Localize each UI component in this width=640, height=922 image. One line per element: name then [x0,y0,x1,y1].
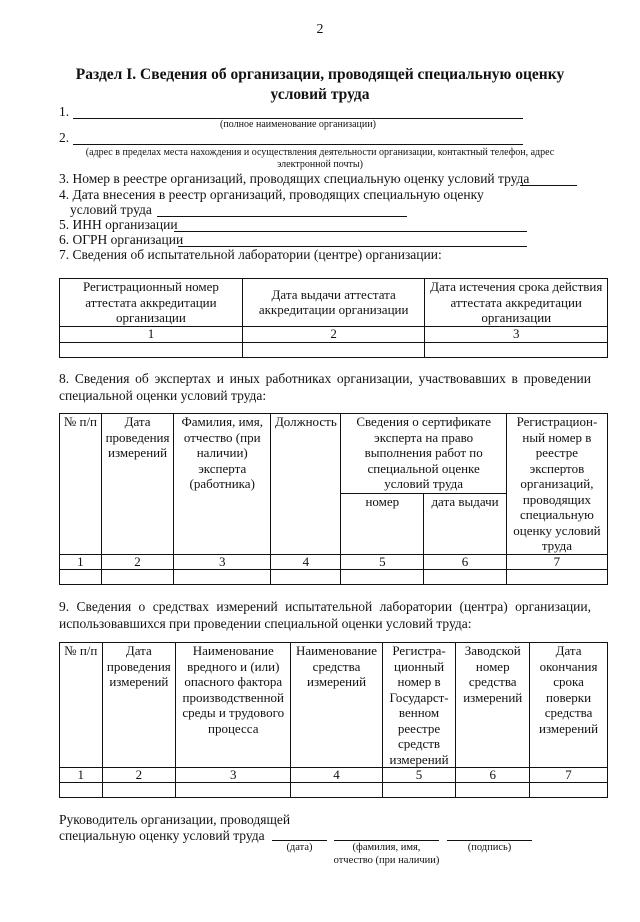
table-cell[interactable] [102,783,176,798]
table-cell[interactable] [174,569,271,584]
item-4-text-line2: условий труда [70,202,152,217]
column-number: 1 [60,554,102,569]
column-number: 7 [506,554,607,569]
table-cell[interactable] [382,783,456,798]
section-title: Раздел I. Сведения об организации, проводящей специальную оценку условий труда [75,66,565,103]
item-5-field-line [174,231,527,232]
item-4-text-line1: 4. Дата внесения в реестр организаций, проводящих специальную оценку [59,187,484,202]
header-cell: Дата проведения измерений [101,414,173,555]
table-row [60,569,608,584]
header-cell: № п/п [60,643,103,768]
table-cell[interactable] [60,569,102,584]
table-cell[interactable] [242,342,425,357]
item-6-text: 6. ОГРН организации [59,232,184,247]
column-number: 4 [291,768,382,783]
section-9-text: 9. Сведения о средствах измерений испытательной лаборатории (центра) организации, использовавшихся при проведении специальной оценки условий труда: [59,599,591,631]
header-cell: номер [341,493,424,554]
table-row [60,783,608,798]
column-number: 1 [60,326,243,342]
column-number: 4 [271,554,341,569]
column-number: 6 [424,554,507,569]
header-cell: Регистрационный номер аттестата аккредитации организации [60,279,243,327]
table-cell[interactable] [60,342,243,357]
column-number: 5 [341,554,424,569]
column-number: 2 [101,554,173,569]
page-number: 2 [316,22,324,37]
header-cell: дата выдачи [424,493,507,554]
signature-label-line1: Руководитель организации, проводящей [59,812,291,827]
item-3-text: 3. Номер в реестре организаций, проводящих специальную оценку условий труда [59,171,530,186]
header-cell: Регистрацион-ный номер в реестре экспертов организаций, проводящих специальную оценку условий труда [506,414,607,555]
header-cell: Дата окончания срока поверки средства измерений [530,643,608,768]
section-8-text: 8. Сведения об экспертах и иных работниках организации, участвовавших в проведении специальной оценки условий труда: [59,371,591,403]
item-2-field-line [73,144,523,145]
table-cell[interactable] [506,569,607,584]
item-5-text: 5. ИНН организации [59,217,178,232]
item-4-field-line [157,216,407,217]
column-number: 5 [382,768,456,783]
table-cell[interactable] [271,569,341,584]
instruments-table [59,642,608,798]
header-cell: Фамилия, имя, отчество (при наличии) эксперта (работника) [174,414,271,555]
table-cell[interactable] [456,783,530,798]
header-cell: Сведения о сертификате эксперта на право выполнения работ по специальной оценке условий труда [341,414,506,494]
header-cell: Дата выдачи аттестата аккредитации организации [242,279,425,327]
header-cell: Дата истечения срока действия аттестата аккредитации организации [425,279,608,327]
laboratory-table [59,278,608,358]
item-1-caption: (полное наименование организации) [220,119,376,130]
column-number: 6 [456,768,530,783]
column-number: 2 [102,768,176,783]
table-row [60,342,608,357]
name-caption-line2: отчество (при наличии) [333,855,440,866]
header-cell: № п/п [60,414,102,555]
signature-caption: (подпись) [467,842,512,853]
header-cell: Наименование средства измерений [291,643,382,768]
item-2-label: 2. [59,130,70,145]
table-cell[interactable] [530,783,608,798]
header-cell: Должность [271,414,341,555]
table-cell[interactable] [341,569,424,584]
table-cell[interactable] [425,342,608,357]
item-3-field-line [520,185,577,186]
header-cell: Регистра-ционный номер в Государст-венном реестре средств измерений [382,643,456,768]
name-caption-line1: (фамилия, имя, [352,842,421,853]
date-caption: (дата) [286,842,313,853]
column-number: 3 [176,768,291,783]
header-cell: Наименование вредного и (или) опасного фактора производственной среды и трудового процесса [176,643,291,768]
column-number: 1 [60,768,103,783]
header-cell: Заводской номер средства измерений [456,643,530,768]
table-cell[interactable] [176,783,291,798]
signature-label-line2: специальную оценку условий труда [59,828,265,843]
table-cell[interactable] [291,783,382,798]
table-cell[interactable] [424,569,507,584]
column-number: 3 [174,554,271,569]
column-number: 3 [425,326,608,342]
item-7-text: 7. Сведения об испытательной лаборатории (центре) организации: [59,247,442,262]
table-cell[interactable] [101,569,173,584]
item-2-caption-line1: (адрес в пределах места нахождения и осуществления деятельности организации, контактный телефон, адрес [85,147,555,158]
column-number: 7 [530,768,608,783]
item-2-caption-line2: электронной почты) [277,159,363,170]
header-cell: Дата проведения измерений [102,643,176,768]
experts-table [59,413,608,585]
table-cell[interactable] [60,783,103,798]
item-1-label: 1. [59,104,70,119]
column-number: 2 [242,326,425,342]
